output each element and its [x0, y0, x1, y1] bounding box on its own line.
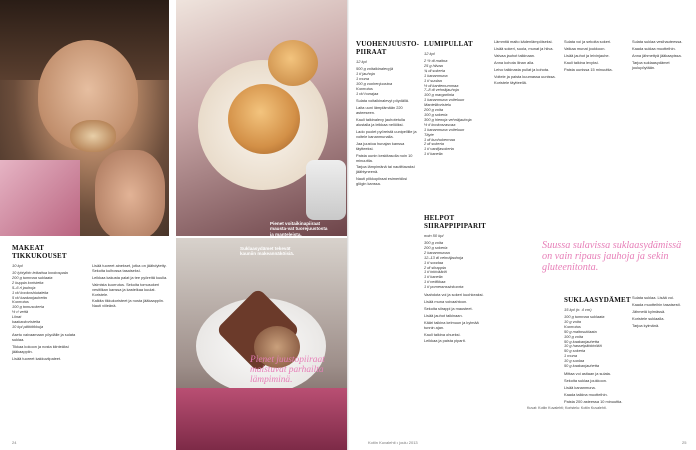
recipe-toffee	[12, 244, 86, 363]
caption-choc: Suklaasydämet tekevät kauniin makeannäköisiä.	[240, 246, 295, 257]
instruction: Lisää tuoreet ainekset, jotka on jäähdytetty. Sekoita kulhossa tasaiseksi.	[92, 263, 167, 273]
ingredient: 200 g sokeria	[424, 244, 448, 250]
photo-hand	[95, 150, 165, 236]
instruction: Sulata suklaa vesihauteessa.	[632, 39, 683, 44]
ingredient-list	[356, 67, 418, 96]
ingredient: 1 tl suolaa	[424, 77, 442, 83]
ingredient: ½ dl kardemummaa	[424, 82, 459, 88]
instruction: Asetu vaivaamaan pöydälle ja sulata suklaa.	[12, 331, 76, 342]
photo-girl-eating	[0, 0, 169, 236]
instruction: Mittaa voi astiaan ja sulata.	[564, 370, 611, 376]
instruction: Lisää tuoreet kakkuviipaleet.	[12, 355, 62, 361]
ingredient: 2 dl siirappia	[424, 264, 446, 270]
instruction: Sulata suklaa. Lisää voi.	[632, 295, 674, 300]
photo-pie	[228, 84, 300, 154]
instruction: Tarjoa lämpimänä tai nautittavaksi jäähtyneenä.	[356, 164, 415, 175]
ingredient: 500 g voitaikinalevyjä	[356, 66, 393, 71]
ingredient: ½ rl vettä	[12, 309, 29, 315]
ingredient: 1 tl vaniljasokeria	[424, 146, 454, 152]
ingredient: 200 g voita	[424, 107, 444, 113]
caption-pastry: Pienet voitaikinapiiraat mausta-vat tuorejuustosta ja manteleista.	[270, 221, 328, 237]
photo-pie-small	[268, 40, 318, 86]
instruction: Kaada taikina muotteihin.	[564, 391, 608, 397]
ingredient-list	[424, 59, 488, 157]
instruction: Leikkaa ja paista piparit.	[424, 338, 466, 344]
instruction: Leikkaa kakusta palat ja tee pyöreitä kuulia.	[92, 274, 168, 280]
ingredient: 10 kpl piikkitikkuja	[12, 323, 44, 329]
instruction: Tarjoa suklaasydämet joulupöytään.	[632, 59, 670, 70]
instruction: Laita uuni lämpiämään 220 asteeseen.	[356, 105, 403, 116]
spread-gutter	[347, 0, 349, 450]
page-number-right: 25	[682, 440, 687, 445]
ingredient: 2 kuppia koristeita	[12, 279, 44, 285]
instruction: Paista uunin keskitasolla noin 10 minuuttia.	[356, 152, 413, 163]
ingredient: 10 g voita	[564, 318, 581, 324]
ingredient: 1 muna	[564, 353, 577, 359]
ingredient: 100 g margariinia	[424, 92, 455, 98]
ingredient: 50 g kaakaojauhetta	[564, 363, 600, 369]
recipe-toffee-col2	[92, 264, 168, 311]
instruction: Valmista kuorrutus. Sekoita tomusokeri vesitilkan kanssa ja kastelkaa kuulat. Koristele.	[92, 281, 160, 297]
ingredient-list	[564, 315, 626, 369]
ingredient: 5–6 rl jauhoja	[12, 284, 36, 290]
recipe-toffee-yield: 10 kpl	[12, 263, 23, 268]
instruction: Kaada muotteihin tasaisesti.	[632, 301, 681, 307]
instruction: Kaada suklaa muotteihin.	[632, 45, 676, 51]
ingredient: Kuorrutus	[564, 323, 581, 329]
instruction: Lisää jauhot taikinaan.	[424, 312, 463, 318]
recipe-cheese-title: VUOHENJUUSTO-PIIRAAT	[356, 40, 420, 56]
photo-pink-cloth	[176, 388, 348, 450]
photo-credits: Kuvat: Kotiin Kuvalehti; Koristelu: Kotiin Kuvalehti.	[527, 406, 607, 410]
instruction: Vaivaa jauhot taikinaan.	[494, 52, 536, 58]
ingredient: 1 tl jauhoja	[356, 70, 375, 76]
ingredient: 100 g tummaa suklaata	[564, 314, 605, 319]
instruction: Sulata voitaikinalevyt pöydällä.	[356, 98, 409, 104]
instruction: Lisää muna voivaahtoon.	[424, 298, 468, 304]
recipe-lumi-yield: 12 kpl	[424, 51, 435, 56]
instruction: Sulata voi ja sekoita sokeri.	[564, 39, 612, 44]
recipe-toffee-title: MAKEAT TIKKUKOUSET	[12, 244, 67, 260]
instruction: Kääri taikina kelmuun ja kylmää tunnin ajan.	[424, 319, 479, 330]
recipe-lumi	[424, 40, 488, 160]
ingredient: 2 dl sokeria	[424, 141, 444, 147]
ingredient: 50 g kaakaojauhetta	[564, 338, 600, 344]
ingredient: kaakaokoristeita	[12, 319, 41, 325]
ingredient: 5 rkl kaakaojauhetta	[12, 294, 47, 300]
ingredient: 1 rkl kookoshiutaleita	[12, 289, 49, 295]
photo-sleeve	[0, 160, 80, 236]
recipe-helpot	[424, 214, 488, 346]
instruction: Sekoita suklaa joukkoon.	[564, 377, 608, 383]
right-col-2	[564, 40, 626, 75]
ingredient: 10 lyhtyihin leikattua kookospala	[12, 270, 68, 275]
ingredient: 1 tl neilikkaa	[424, 279, 446, 285]
ingredient: 1 rkl hunajaa	[356, 90, 379, 96]
ingredient: 1 tl inkivääriä	[424, 269, 447, 275]
instruction: Koristele suklaalla.	[632, 315, 665, 321]
instruction: Tarjoa kylmänä.	[632, 322, 660, 328]
ingredient-list	[424, 241, 488, 290]
instruction: Kauli taikina ohueksi.	[424, 331, 461, 337]
ingredient-list	[12, 271, 86, 330]
instruction: Lado puolet pyöreistä uunipellille ja voitele kananmunalla.	[356, 128, 417, 139]
instruction: Lisää jauhot ja leivinjauhe.	[564, 52, 610, 58]
instruction: Lisää sokeri, suola, munat ja hiiva.	[494, 45, 554, 51]
ingredient: 1 muna	[356, 75, 369, 81]
instruction: Lisää kananmuna.	[564, 384, 596, 390]
ingredient: 1 tl soodaa	[424, 259, 444, 265]
ingredient: ¾ dl sokeria	[424, 67, 445, 73]
recipe-lumi-title: LUMIPULLAT	[424, 40, 473, 48]
recipe-suklaa-title: SUKLAASYDÄMET	[564, 296, 631, 304]
instruction: Lämmitä maito kädenlämpöiseksi.	[494, 39, 553, 44]
ingredient: 100 g voita	[564, 333, 584, 339]
recipe-helpot-title: HELPOT SIIRAPPIPIPARIT	[424, 214, 486, 230]
instruction: Anna jähmettyä jääkaapissa.	[632, 52, 682, 58]
ingredient: 2 ½ dl maitoa	[424, 58, 448, 63]
ingredient: 12–13 dl vehnäjauhoja	[424, 254, 464, 260]
photo-candy	[70, 120, 116, 152]
instruction: Paista uunissa 15 minuuttia.	[564, 66, 613, 72]
ingredient: Liinat	[12, 314, 22, 320]
ingredient: 1 tl kanelia	[424, 151, 443, 157]
ingredient: 300 g voita	[424, 240, 444, 245]
ingredient: 2 kananmunaa	[424, 249, 450, 255]
instruction: Kalkita tikkukoristeet ja nosta jääkaappiin. Nauti viileänä.	[92, 298, 165, 309]
instruction: Leivo taikinasta pullat ja kohota.	[494, 66, 550, 72]
instruction: Nauti piikkopiiraat esimerkiksi glögin kanssa.	[356, 176, 408, 187]
recipe-helpot-yield: noin 50 kpl	[424, 233, 444, 238]
photo-cup	[306, 160, 346, 220]
instruction: Koristele täytteellä.	[494, 80, 527, 86]
instruction: Kauli taikina levyksi.	[564, 59, 599, 65]
ingredient: 100 g vuohenjuustoa	[356, 80, 393, 86]
ingredient: Kuorrutus	[356, 85, 373, 91]
recipe-suklaa-yield: 15 kpl (n. 4 cm)	[564, 307, 592, 312]
instruction: Vatkaa munat joukkoon.	[564, 45, 606, 51]
ingredient: 300 g hienoja vehnäjauhoja	[424, 116, 472, 122]
photo-chocolate-hearts	[176, 238, 348, 450]
recipe-cheese-yield: 12 kpl	[356, 59, 367, 64]
ingredient: 1 tl pomeranssinkuorta	[424, 284, 464, 290]
ingredient: 25 g hiivaa	[424, 62, 443, 68]
photo-pastries	[176, 0, 348, 236]
pull-quote-chocolate: Suussa sulavissa suklaasydämissä on vain ripaus jauhoja ja sekin gluteenitonta.	[542, 240, 682, 273]
ingredient: Täyte	[424, 131, 434, 137]
ingredient: 1 kananmuna voiteluun	[424, 97, 465, 103]
ingredient: 10 g hasselpähkinöitä	[564, 343, 602, 349]
instruction: Vaahdota voi ja sokeri kuohkeaksi.	[424, 292, 484, 298]
ingredient: 200 g tummaa suklaata	[12, 274, 53, 280]
recipe-suklaa	[564, 296, 631, 407]
instruction: Paista 200 asteessa 10 minuuttia.	[564, 398, 623, 404]
ingredient: 100 g tomusokeria	[12, 304, 45, 310]
ingredient: 50 g sokeria	[564, 348, 586, 354]
recipe-cheese	[356, 40, 418, 189]
ingredient: 1 dl kuohukermaa	[424, 136, 455, 142]
ingredient: 1 tl kanelia	[424, 274, 443, 280]
ingredient: Kuorrutus	[12, 299, 29, 305]
right-col-1	[494, 40, 558, 88]
recipe-suklaa-col2	[632, 296, 690, 331]
pull-quote-pastry: Pienet juustopiiraat maistuvat parhailta lämpiminä.	[250, 355, 325, 386]
ingredient: 10 g suolaa	[564, 358, 585, 364]
page-footer-center: Kotiin Kuvalehti • joulu 2013	[368, 440, 418, 445]
instruction: Jaa juustoa hunajan kanssa täytteeksi.	[356, 140, 405, 151]
instruction: Jähmetä kylmässä.	[632, 308, 666, 314]
ingredient: 1 kananmuna	[424, 72, 448, 78]
instruction: Anna kohota liinan alla.	[494, 59, 535, 65]
instruction: Tikkaa kokoon ja nosta kiinteäksi jääkaappiin.	[12, 343, 69, 354]
right-page	[348, 0, 696, 450]
right-col-3	[632, 40, 690, 73]
ingredient: ½ tl kookosrasvaa	[424, 121, 456, 127]
ingredient: 100 g sokeria	[424, 111, 448, 117]
ingredient: 7–8 dl vehnäjauhoja	[424, 87, 459, 93]
ingredient: 1 kananmuna voiteluun	[424, 126, 465, 132]
ingredient: 50 g maitosuklaata	[564, 328, 597, 334]
instruction: Sekoita siirappi ja mausteet.	[424, 305, 473, 311]
instruction: Kauli taikinalevy jauhotetulla alustalla ja leikkaa neliöiksi.	[356, 117, 405, 128]
ingredient: Mantelikoristelu	[424, 102, 452, 108]
page-number-left: 24	[12, 440, 17, 445]
instruction: Voitele ja paista kuumassa uunissa.	[494, 73, 556, 79]
